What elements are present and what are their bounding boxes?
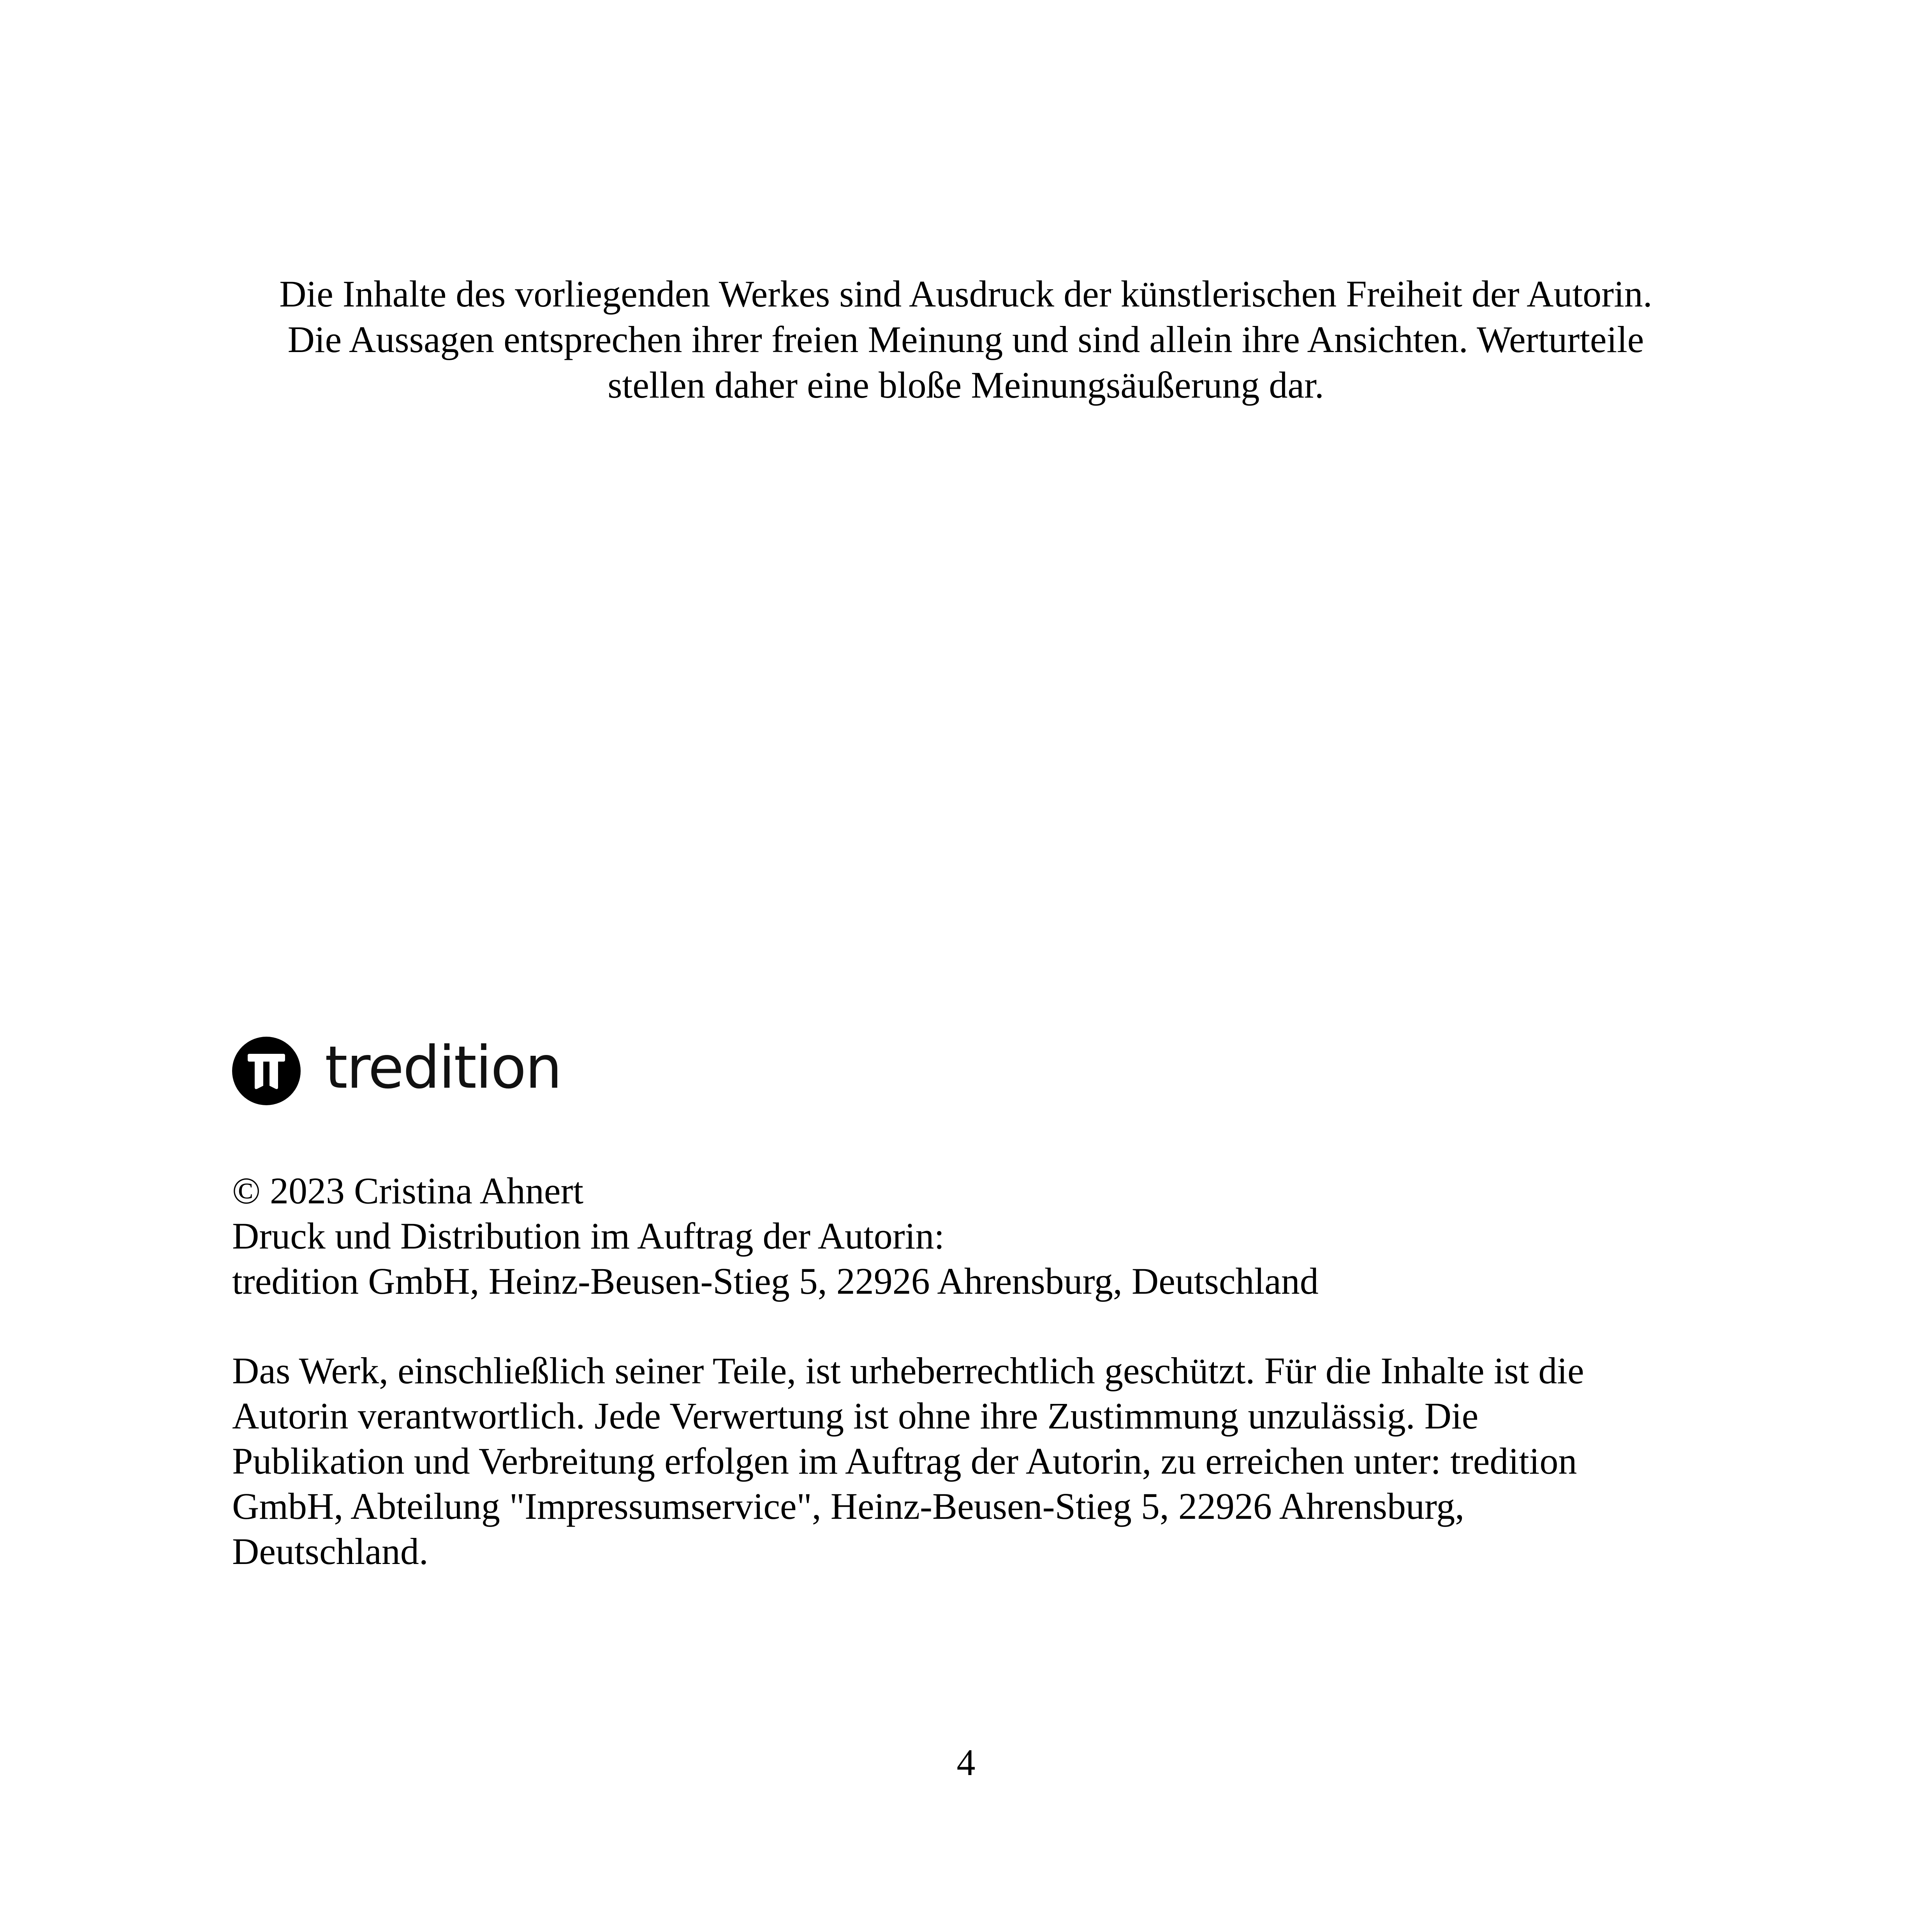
- imprint-block: [232, 1168, 1790, 1304]
- page-number: 4: [956, 1742, 976, 1783]
- legal-line: Publikation und Verbreitung erfolgen im Auftrag der Autorin, zu erreichen unter: tredition: [232, 1440, 1577, 1482]
- publisher-logo: [232, 1036, 561, 1106]
- disclaimer-paragraph: [218, 271, 1714, 408]
- tredition-wordmark: tredition: [325, 1034, 561, 1102]
- disclaimer-line: Die Aussagen entsprechen ihrer freien Meinung und sind allein ihre Ansichten. Werturteile: [287, 319, 1644, 360]
- legal-line: GmbH, Abteilung "Impressumservice", Heinz-Beusen-Stieg 5, 22926 Ahrensburg,: [232, 1485, 1465, 1527]
- disclaimer-line: stellen daher eine bloße Meinungsäußerung dar.: [608, 364, 1324, 406]
- legal-notice: [232, 1348, 1790, 1574]
- tredition-logo-icon: [232, 1037, 301, 1105]
- legal-line: Das Werk, einschließlich seiner Teile, ist urheberrechtlich geschützt. Für die Inhalte ist die: [232, 1350, 1584, 1391]
- distribution-line: Druck und Distribution im Auftrag der Autorin:: [232, 1215, 945, 1257]
- publisher-address-line: tredition GmbH, Heinz-Beusen-Stieg 5, 22926 Ahrensburg, Deutschland: [232, 1260, 1319, 1302]
- legal-line: Deutschland.: [232, 1530, 428, 1572]
- legal-line: Autorin verantwortlich. Jede Verwertung ist ohne ihre Zustimmung unzulässig. Die: [232, 1395, 1479, 1437]
- disclaimer-line: Die Inhalte des vorliegenden Werkes sind Ausdruck der künstlerischen Freiheit der Autorin.: [279, 273, 1652, 315]
- copyright-line: © 2023 Cristina Ahnert: [232, 1170, 584, 1212]
